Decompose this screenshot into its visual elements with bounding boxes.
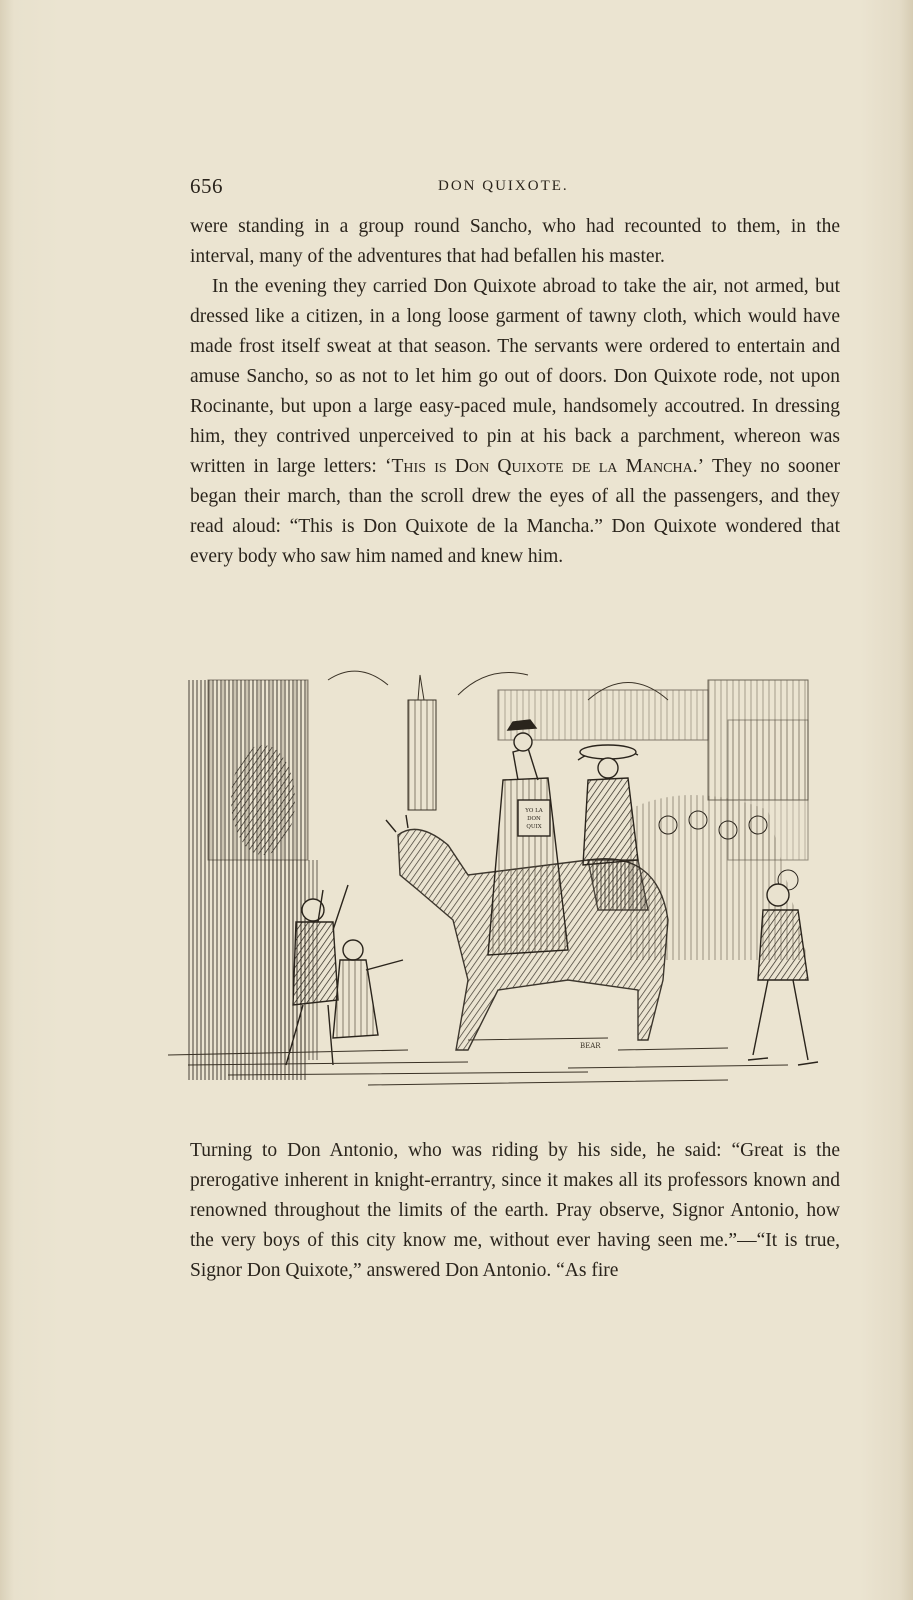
engraving-svg [168,660,848,1105]
paragraph-evening-part-b: They no sooner began their march, than the scroll drew the eyes of all the passengers, and they read aloud: “This is Don Quixote de la Mancha.” Don Quixote wondered that every body who saw him named and knew him. [190,456,840,567]
page-header [190,174,840,204]
body-text-bottom [190,1136,840,1286]
paragraph-evening [190,272,840,572]
body-text-top [190,212,840,572]
paragraph-antonio: Turning to Don Antonio, who was riding by his side, he said: “Great is the prerogative inherent in knight-errantry, since it makes all its professors known and renowned throughout the limits of the earth. Pray observe, Signor Antonio, how the very boys of this city know me, without ever having seen me.”—“It is true, Signor Don Quixote,” answered Don Antonio. “As fire [190,1140,840,1281]
paragraph-evening-part-a: In the evening they carried Don Quixote abroad to take the air, not armed, but dressed like a citizen, in a long loose garment of tawny cloth, which would have made frost itself sweat at that season. The servants were ordered to entertain and amuse Sancho, so as not to let him go out of doors. Don Quixote rode, not upon Rocinante, but upon a large easy-paced mule, handsomely accoutred. In dressing him, they contrived unperceived to pin at his back a parchment, whereon was written in large letters: [190,276,840,477]
svg-text:YO LA: YO LA [525,808,543,814]
running-head: DON QUIXOTE. [438,178,569,194]
page-number: 656 [190,174,223,198]
paragraph-continuation: were standing in a group round Sancho, who had recounted to them, in the interval, many of the adventures that had befallen his master. [190,216,840,267]
engraving-illustration [168,660,848,1105]
parchment-inscription: ‘This is Don Quixote de la Mancha.’ [385,456,705,477]
svg-text:QUIX: QUIX [526,824,542,830]
svg-text:DON: DON [527,816,541,822]
artist-signature: BEAR [580,1042,601,1050]
